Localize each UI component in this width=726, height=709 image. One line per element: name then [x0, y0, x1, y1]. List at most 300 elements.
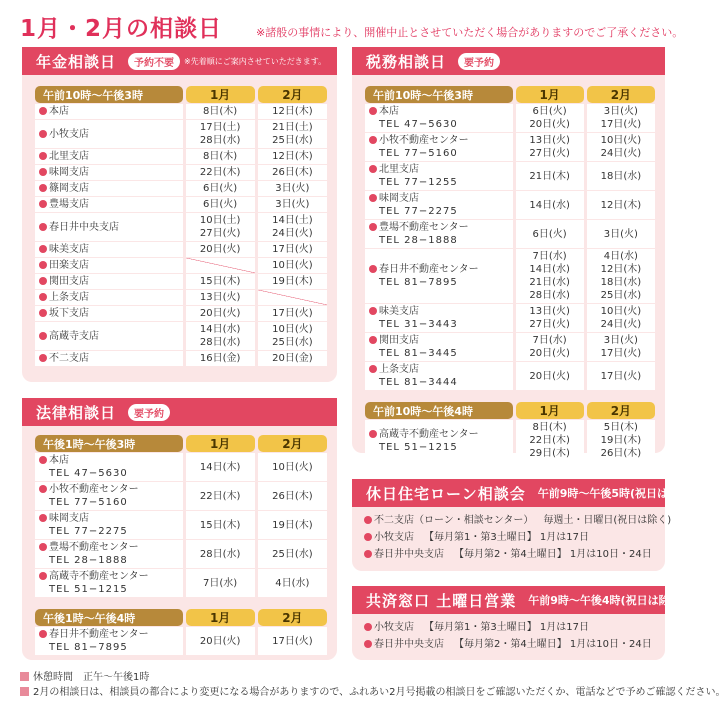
month-header: 2月 [258, 435, 327, 452]
date-text: 14日(水) [529, 199, 570, 211]
office-name: 本店 [379, 106, 399, 117]
table-row [35, 213, 327, 241]
date-cell [186, 453, 255, 481]
office-name: 北里支店 [49, 151, 89, 162]
phone-number: TEL 77−5160 [49, 497, 128, 508]
date-text: 3日(火) [275, 183, 310, 194]
table-row [35, 242, 327, 257]
footer-line: 2月の相談日は、相談員の都合により変更になる場合がありますので、ふれあい2月号掲載の相談日をご確認いただくか、電話などで予めご確認ください。 [20, 685, 726, 700]
date-text: 7日(水) 14日(水) 21日(水) 28日(水) [529, 251, 570, 301]
office-name: 関田支店 [379, 335, 419, 346]
phone-number: TEL 81−3444 [379, 377, 458, 388]
office-name: 本店 [49, 455, 69, 466]
legal-title: 法律相談日 [36, 403, 117, 422]
date-text: 26日(木) [272, 167, 313, 178]
bullet-icon [364, 533, 372, 541]
bullet-icon [39, 277, 47, 285]
date-cell [587, 220, 655, 248]
phone-number: TEL 28−1888 [49, 555, 128, 566]
time-header-row [365, 86, 655, 103]
bullet-icon [39, 572, 47, 580]
date-text: 8日(木) [203, 106, 238, 117]
bullet-icon [39, 543, 47, 551]
date-cell [258, 290, 327, 305]
table-row [35, 274, 327, 289]
table-row [35, 149, 327, 164]
saturday-panel [352, 586, 686, 660]
square-bullet-icon [20, 672, 29, 681]
table-row [35, 197, 327, 212]
office-cell [365, 249, 513, 303]
month-header: 2月 [587, 86, 655, 103]
office-cell [35, 627, 183, 655]
date-cell [186, 511, 255, 539]
office-name: 高蔵寺不動産センター [379, 428, 479, 440]
table-row [35, 322, 327, 350]
date-cell [516, 304, 584, 332]
pension-title: 年金相談日 [36, 52, 117, 71]
table-row [35, 120, 327, 148]
office-cell [35, 181, 183, 196]
phone-number: TEL 47−5630 [379, 119, 458, 130]
bullet-icon [369, 307, 377, 315]
date-text: 8日(木) 22日(木) 29日(木) [529, 422, 570, 459]
phone-number: TEL 77−1255 [379, 177, 458, 188]
date-cell [186, 274, 255, 289]
date-text: 26日(木) [272, 490, 313, 502]
legal-panel [22, 398, 337, 660]
office-cell [365, 420, 513, 461]
date-cell [186, 258, 255, 273]
office-name: 味岡支店 [49, 167, 89, 178]
date-cell [186, 120, 255, 148]
table-row [365, 191, 655, 219]
date-cell [258, 482, 327, 510]
time-header: 午前10時～午後3時 [35, 86, 183, 103]
date-cell [516, 133, 584, 161]
office-cell [35, 322, 183, 350]
table-row [365, 162, 655, 190]
month-header: 2月 [258, 86, 327, 103]
date-cell [587, 162, 655, 190]
date-cell [186, 290, 255, 305]
month-header: 1月 [516, 86, 584, 103]
office-name: 味美支店 [379, 306, 419, 317]
footer-notes [20, 670, 726, 700]
office-name: 高蔵寺支店 [49, 330, 99, 342]
table-row [35, 290, 327, 305]
table-row [365, 104, 655, 132]
month-header: 2月 [587, 402, 655, 419]
office-name: 田楽支店 [49, 260, 89, 271]
pension-table [32, 85, 330, 367]
footer-line: 休憩時間 正午～午後1時 [20, 670, 726, 685]
table-row [35, 306, 327, 321]
bullet-icon [369, 336, 377, 344]
date-text: 10日(火) 25日(水) [272, 324, 313, 348]
saturday-hours: 午前9時～午後4時(祝日は除く) [528, 594, 686, 607]
date-text: 14日(水) 28日(水) [199, 324, 241, 348]
month-header: 1月 [516, 402, 584, 419]
office-name: 小牧不動産センター [49, 484, 139, 495]
date-cell [258, 181, 327, 196]
table-row [365, 133, 655, 161]
office-cell [35, 104, 183, 119]
date-text: 18日(水) [600, 170, 642, 182]
list-item [364, 636, 652, 653]
phone-number: TEL 77−2275 [379, 206, 458, 217]
office-name: 上条支店 [379, 364, 419, 375]
schedule-text: 【毎月第2・第4土曜日】 1月は10日・24日 [454, 639, 652, 650]
spacer-row [365, 391, 655, 401]
office-name: 小牧支店 [374, 532, 414, 543]
office-cell [35, 453, 183, 481]
bullet-icon [369, 365, 377, 373]
saturday-title: 共済窓口 土曜日営業 [366, 591, 517, 610]
date-text: 17日(土) 28日(水) [199, 122, 241, 146]
date-cell [186, 165, 255, 180]
month-header: 1月 [186, 86, 255, 103]
reservation-required-badge: 要予約 [458, 53, 500, 70]
office-cell [35, 165, 183, 180]
date-text: 6日(火) 20日(火) [529, 106, 570, 130]
office-cell [35, 482, 183, 510]
office-name: 高蔵寺不動産センター [49, 571, 149, 582]
date-cell [516, 249, 584, 303]
date-text: 6日(火) [203, 199, 238, 210]
date-cell [186, 213, 255, 241]
date-cell [516, 220, 584, 248]
date-cell [516, 104, 584, 132]
office-name: 関田支店 [49, 276, 89, 287]
office-cell [35, 540, 183, 568]
legal-table [32, 434, 330, 656]
table-row [365, 220, 655, 248]
table-row [365, 304, 655, 332]
tax-panel [352, 47, 665, 459]
bullet-icon [364, 640, 372, 648]
office-cell [365, 362, 513, 390]
office-cell [365, 104, 513, 132]
loan-hours: 午前9時～午後5時(祝日は除く) [537, 487, 696, 500]
date-cell [587, 333, 655, 361]
time-header-row [35, 435, 327, 452]
date-cell [258, 120, 327, 148]
loan-list [364, 512, 671, 563]
page-title: 1月・2月の相談日 [20, 16, 223, 42]
date-cell [516, 362, 584, 390]
bullet-icon [39, 245, 47, 253]
date-cell [186, 351, 255, 366]
date-cell [516, 162, 584, 190]
bullet-icon [39, 630, 47, 638]
loan-panel [352, 479, 696, 571]
bullet-icon [39, 332, 47, 340]
date-text: 6日(火) [532, 228, 567, 240]
office-cell [365, 133, 513, 161]
date-text: 19日(木) [272, 519, 313, 531]
office-cell [35, 258, 183, 273]
no-reservation-badge: 予約不要 [128, 53, 180, 70]
date-text: 12日(木) [272, 106, 313, 117]
date-text: 4日(水) [275, 577, 310, 589]
bullet-icon [364, 516, 372, 524]
bullet-icon [369, 165, 377, 173]
office-name: 味美支店 [49, 244, 89, 255]
date-text: 14日(土) 24日(火) [272, 215, 313, 239]
office-cell [35, 197, 183, 212]
office-name: 豊場不動産センター [49, 542, 139, 553]
date-text: 12日(木) [600, 199, 642, 211]
date-text: 14日(木) [199, 461, 241, 473]
office-name: 春日井中央支店 [49, 221, 119, 233]
bullet-icon [39, 223, 47, 231]
office-name: 本店 [49, 106, 69, 117]
table-row [365, 362, 655, 390]
date-text: 15日(木) [199, 519, 241, 531]
office-name: 小牧不動産センター [379, 135, 469, 146]
spacer-row [35, 598, 327, 608]
office-cell [35, 213, 183, 241]
bullet-icon [39, 152, 47, 160]
time-header-row [35, 609, 327, 626]
office-name: 春日井不動産センター [379, 264, 479, 275]
date-cell [186, 306, 255, 321]
date-text: 10日(火) [272, 260, 313, 271]
date-text: 3日(火) [603, 228, 638, 240]
table-row [35, 569, 327, 597]
time-header: 午前10時～午後4時 [365, 402, 513, 419]
date-text: 20日(金) [272, 353, 313, 364]
bullet-icon [369, 265, 377, 273]
date-cell [587, 249, 655, 303]
date-cell [186, 104, 255, 119]
table-row [35, 453, 327, 481]
table-row [365, 333, 655, 361]
bullet-icon [39, 293, 47, 301]
date-text: 3日(火) 17日(火) [600, 106, 642, 130]
table-row [35, 540, 327, 568]
date-cell [186, 197, 255, 212]
month-header: 2月 [258, 609, 327, 626]
table-row [35, 104, 327, 119]
bullet-icon [39, 130, 47, 138]
phone-number: TEL 31−3443 [379, 319, 458, 330]
office-cell [35, 149, 183, 164]
table-row [35, 511, 327, 539]
date-text: 16日(金) [199, 353, 241, 364]
table-row [365, 249, 655, 303]
list-item [364, 546, 671, 563]
phone-number: TEL 28−1888 [379, 235, 458, 246]
date-text: 22日(木) [199, 490, 241, 502]
bullet-icon [39, 354, 47, 362]
date-text: 20日(火) [199, 244, 241, 255]
phone-number: TEL 81−3445 [379, 348, 458, 359]
date-cell [186, 569, 255, 597]
schedule-text: 毎週土・日曜日(祝日は除く) [543, 515, 672, 526]
cancellation-notice: ※諸般の事情により、開催中止とさせていただく場合がありますのでご了承ください。 [256, 26, 684, 39]
saturday-list [364, 619, 652, 653]
date-cell [186, 322, 255, 350]
date-cell [186, 181, 255, 196]
office-name: 春日井中央支店 [374, 639, 444, 650]
office-cell [365, 162, 513, 190]
reservation-required-badge: 要予約 [128, 404, 170, 421]
date-text: 21日(木) [529, 170, 570, 182]
office-cell [35, 120, 183, 148]
office-cell [35, 351, 183, 366]
office-cell [35, 306, 183, 321]
office-name: 北里支店 [379, 164, 419, 175]
schedule-text: 【毎月第1・第3土曜日】 1月は17日 [424, 622, 589, 633]
date-text: 25日(水) [272, 548, 313, 560]
date-cell [186, 242, 255, 257]
phone-number: TEL 51−1215 [379, 441, 458, 453]
date-cell [258, 306, 327, 321]
office-cell [365, 191, 513, 219]
schedule-text: 【毎月第1・第3土曜日】 1月は17日 [424, 532, 589, 543]
date-text: 7日(水) 20日(火) [529, 335, 570, 359]
bullet-icon [369, 107, 377, 115]
date-cell [516, 191, 584, 219]
table-row [365, 420, 655, 461]
date-cell [258, 149, 327, 164]
date-cell [587, 104, 655, 132]
office-cell [365, 304, 513, 332]
date-cell [258, 258, 327, 273]
office-name: 味岡支店 [379, 193, 419, 204]
bullet-icon [39, 456, 47, 464]
time-header: 午前10時～午後3時 [365, 86, 513, 103]
phone-number: TEL 47−5630 [49, 468, 128, 479]
date-text: 3日(火) 17日(火) [600, 335, 642, 359]
date-cell [587, 420, 655, 461]
date-text: 20日(火) [199, 308, 241, 319]
office-cell [35, 274, 183, 289]
time-header: 午後1時～午後3時 [35, 435, 183, 452]
office-name: 春日井不動産センター [49, 629, 149, 640]
date-text: 17日(火) [272, 308, 313, 319]
phone-number: TEL 81−7895 [49, 642, 128, 653]
date-text: 7日(水) [203, 577, 238, 589]
bullet-icon [364, 623, 372, 631]
table-row [35, 258, 327, 273]
date-text: 6日(火) [203, 183, 238, 194]
pension-note: ※先着順にご案内させていただきます。 [184, 56, 327, 66]
table-row [35, 627, 327, 655]
phone-number: TEL 77−5160 [379, 148, 458, 159]
date-text: 22日(木) [199, 167, 241, 178]
date-cell [258, 104, 327, 119]
date-cell [258, 213, 327, 241]
office-name: 味岡支店 [49, 513, 89, 524]
office-name: 小牧支店 [49, 128, 89, 140]
date-cell [186, 482, 255, 510]
bullet-icon [369, 194, 377, 202]
date-cell [258, 569, 327, 597]
phone-number: TEL 51−1215 [49, 584, 128, 595]
office-name: 上条支店 [49, 292, 89, 303]
office-name: 豊場不動産センター [379, 222, 469, 233]
office-name: 豊場支店 [49, 199, 89, 210]
bullet-icon [39, 107, 47, 115]
date-text: 13日(火) 27日(火) [529, 306, 570, 330]
date-text: 12日(木) [272, 151, 313, 162]
office-name: 坂下支店 [49, 308, 89, 319]
date-text: 15日(木) [199, 276, 241, 287]
date-text: 10日(土) 27日(火) [199, 215, 241, 239]
bullet-icon [39, 261, 47, 269]
date-text: 10日(火) 24日(火) [600, 135, 642, 159]
bullet-icon [39, 200, 47, 208]
date-text: 13日(火) [199, 292, 241, 303]
table-row [35, 482, 327, 510]
date-text: 20日(火) [529, 370, 570, 382]
date-cell [258, 322, 327, 350]
date-text: 5日(木) 19日(木) 26日(木) [600, 422, 642, 459]
bullet-icon [364, 550, 372, 558]
office-cell [35, 242, 183, 257]
tax-table [362, 85, 658, 462]
office-name: 春日井中央支店 [374, 549, 444, 560]
date-cell [258, 627, 327, 655]
date-cell [258, 351, 327, 366]
date-text: 28日(水) [199, 548, 241, 560]
date-cell [587, 133, 655, 161]
schedule-text: 【毎月第2・第4土曜日】 1月は10日・24日 [454, 549, 652, 560]
bullet-icon [39, 485, 47, 493]
month-header: 1月 [186, 435, 255, 452]
phone-number: TEL 81−7895 [379, 277, 458, 288]
bullet-icon [39, 184, 47, 192]
table-row [35, 181, 327, 196]
date-cell [258, 242, 327, 257]
date-cell [258, 453, 327, 481]
date-cell [516, 333, 584, 361]
bullet-icon [39, 514, 47, 522]
table-row [35, 165, 327, 180]
date-text: 17日(火) [272, 635, 313, 647]
list-item [364, 619, 652, 636]
month-header: 1月 [186, 609, 255, 626]
loan-title: 休日住宅ローン相談会 [366, 484, 526, 503]
date-text: 8日(木) [203, 151, 238, 162]
phone-number: TEL 77−2275 [49, 526, 128, 537]
date-text: 13日(火) 27日(火) [529, 135, 570, 159]
office-cell [35, 290, 183, 305]
date-cell [186, 149, 255, 164]
time-header: 午後1時～午後4時 [35, 609, 183, 626]
table-row [35, 351, 327, 366]
bullet-icon [369, 430, 377, 438]
date-cell [587, 191, 655, 219]
date-text: 19日(木) [272, 276, 313, 287]
date-cell [587, 362, 655, 390]
date-text: 21日(土) 25日(水) [272, 122, 313, 146]
bullet-icon [39, 168, 47, 176]
office-name: 篠岡支店 [49, 183, 89, 194]
office-cell [365, 220, 513, 248]
date-cell [186, 540, 255, 568]
date-text: 17日(火) [272, 244, 313, 255]
date-text: 4日(水) 12日(木) 18日(水) 25日(水) [600, 251, 642, 301]
pension-panel [22, 47, 337, 382]
bullet-icon [369, 223, 377, 231]
bullet-icon [369, 136, 377, 144]
date-text: 10日(火) [272, 461, 313, 473]
date-text: 3日(火) [275, 199, 310, 210]
